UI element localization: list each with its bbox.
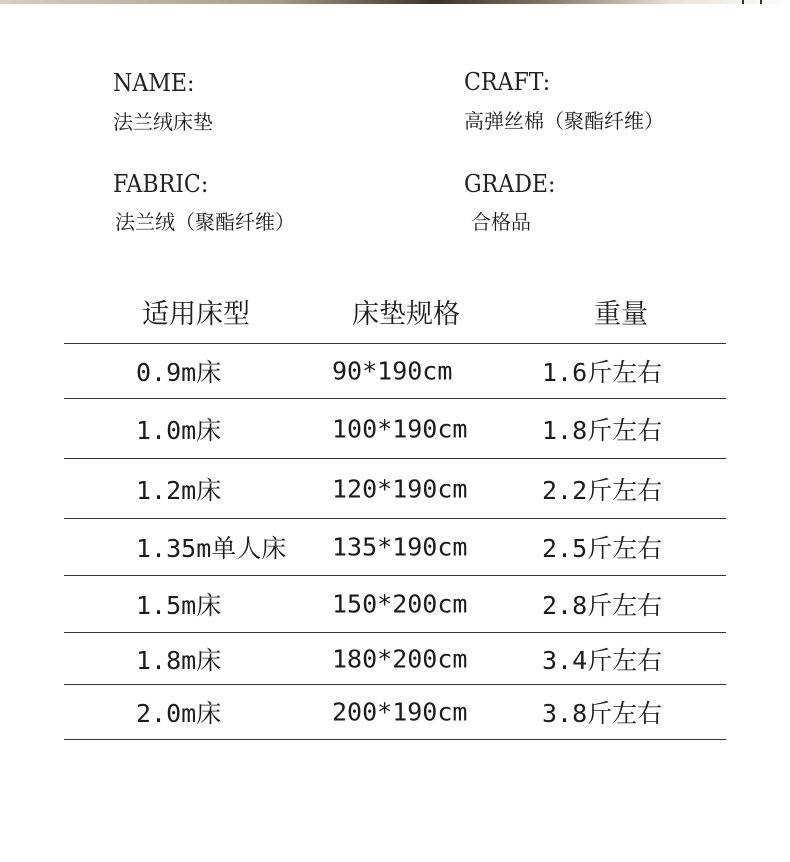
cell-mattress-size: 180*200cm [332, 644, 468, 673]
spec-craft [464, 68, 784, 134]
table-row [64, 398, 726, 458]
spec-name-value: 法兰绒床垫 [113, 110, 213, 134]
table-row [64, 684, 726, 740]
table-row [64, 575, 726, 632]
table-row [64, 518, 726, 575]
top-strip-mark [742, 0, 744, 4]
cell-weight: 3.8斤左右 [542, 699, 663, 728]
spec-name [113, 69, 433, 135]
cell-mattress-size: 150*200cm [332, 589, 468, 619]
spec-fabric-value: 法兰绒（聚酯纤维） [115, 210, 295, 234]
table-header [64, 288, 726, 343]
cell-mattress-size: 90*190cm [332, 356, 453, 386]
spec-craft-label: CRAFT: [464, 68, 551, 96]
cell-weight: 2.2斤左右 [542, 475, 663, 505]
cell-bed-type: 1.2m床 [136, 475, 222, 505]
cell-weight: 1.6斤左右 [542, 358, 663, 387]
cell-bed-type: 1.35m单人床 [136, 534, 287, 563]
cell-bed-type: 1.8m床 [136, 645, 222, 675]
size-table [64, 288, 726, 740]
table-row [64, 632, 726, 684]
spec-name-label: NAME: [113, 69, 195, 97]
cell-bed-type: 2.0m床 [136, 699, 222, 728]
top-strip-mark [760, 0, 762, 4]
cell-mattress-size: 100*190cm [332, 414, 468, 443]
table-row [64, 343, 726, 398]
spec-craft-value: 高弹丝棉（聚酯纤维） [464, 109, 664, 133]
spec-grade [464, 170, 784, 235]
spec-grade-value: 合格品 [471, 210, 531, 234]
spec-fabric-label: FABRIC: [113, 170, 209, 198]
cell-weight: 2.8斤左右 [542, 591, 663, 620]
cell-bed-type: 1.0m床 [136, 415, 222, 445]
cell-bed-type: 0.9m床 [136, 358, 222, 387]
table-row [64, 458, 726, 518]
cell-bed-type: 1.5m床 [136, 591, 222, 620]
cell-weight: 1.8斤左右 [542, 415, 663, 445]
cell-mattress-size: 200*190cm [332, 697, 468, 727]
header-bed-type: 适用床型 [142, 299, 250, 330]
header-weight: 重量 [594, 299, 648, 330]
header-mattress-size: 床垫规格 [352, 299, 460, 330]
cell-mattress-size: 120*190cm [332, 474, 468, 503]
cell-weight: 3.4斤左右 [542, 645, 663, 675]
cell-weight: 2.5斤左右 [542, 534, 663, 563]
cell-mattress-size: 135*190cm [332, 532, 468, 562]
spec-fabric [113, 170, 433, 235]
top-image-strip [0, 0, 790, 4]
spec-grade-label: GRADE: [464, 170, 556, 198]
